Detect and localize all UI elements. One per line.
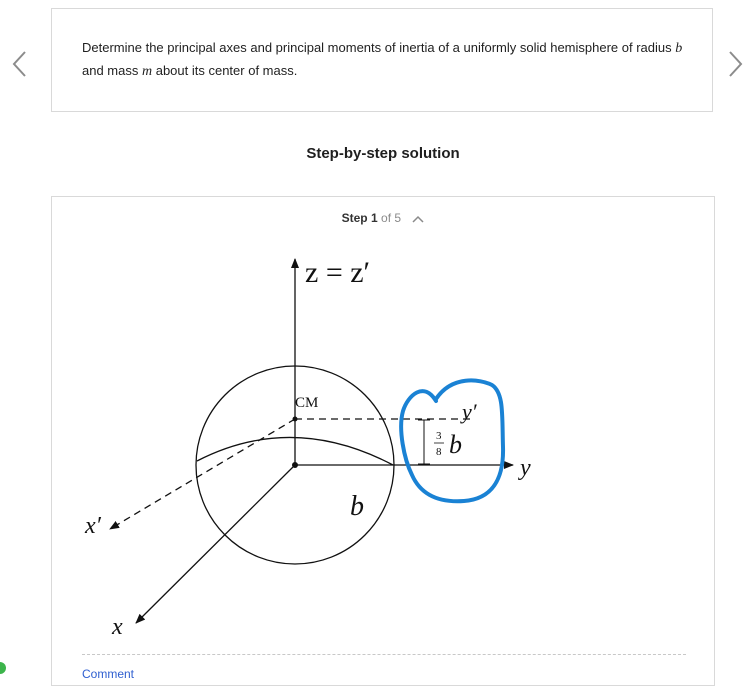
solution-card: [51, 196, 715, 686]
x-prime-label: x′: [85, 513, 101, 539]
hemisphere-diagram: [52, 197, 716, 647]
variable-m: m: [141, 64, 153, 79]
chevron-right-icon: [722, 44, 750, 84]
chevron-left-icon: [6, 44, 34, 84]
solution-title: Step-by-step solution: [306, 145, 460, 162]
variable-b: b: [675, 41, 683, 56]
step-number: 1: [370, 211, 378, 225]
question-text-part: and mass: [82, 63, 142, 78]
comment-link[interactable]: Comment: [82, 667, 135, 681]
question-card: [51, 8, 713, 112]
next-arrow-button[interactable]: [722, 44, 750, 84]
x-axis: [136, 465, 295, 623]
dimension-b-label: b: [449, 430, 462, 459]
fraction-numerator: 3: [436, 430, 442, 442]
x-axis-label: x: [112, 614, 123, 640]
step-total: of 5: [381, 211, 402, 225]
question-text-part: Determine the principal axes and principal moments of inertia of a uniformly solid hemisphere of radius: [82, 40, 676, 55]
z-axis-label: z = z′: [305, 256, 371, 289]
step-word: Step: [341, 211, 368, 225]
radius-b-label: b: [350, 491, 364, 522]
x-prime-axis: [110, 419, 295, 529]
previous-arrow-button[interactable]: [6, 44, 34, 84]
question-text-part: about its center of mass.: [152, 63, 298, 78]
cm-label: CM: [295, 395, 319, 411]
divider: [82, 654, 686, 655]
y-prime-label: y′: [462, 399, 477, 424]
y-axis-label: y: [520, 455, 531, 481]
question-text: [82, 37, 692, 83]
status-dot: [0, 662, 6, 674]
fraction-denominator: 8: [436, 446, 442, 458]
